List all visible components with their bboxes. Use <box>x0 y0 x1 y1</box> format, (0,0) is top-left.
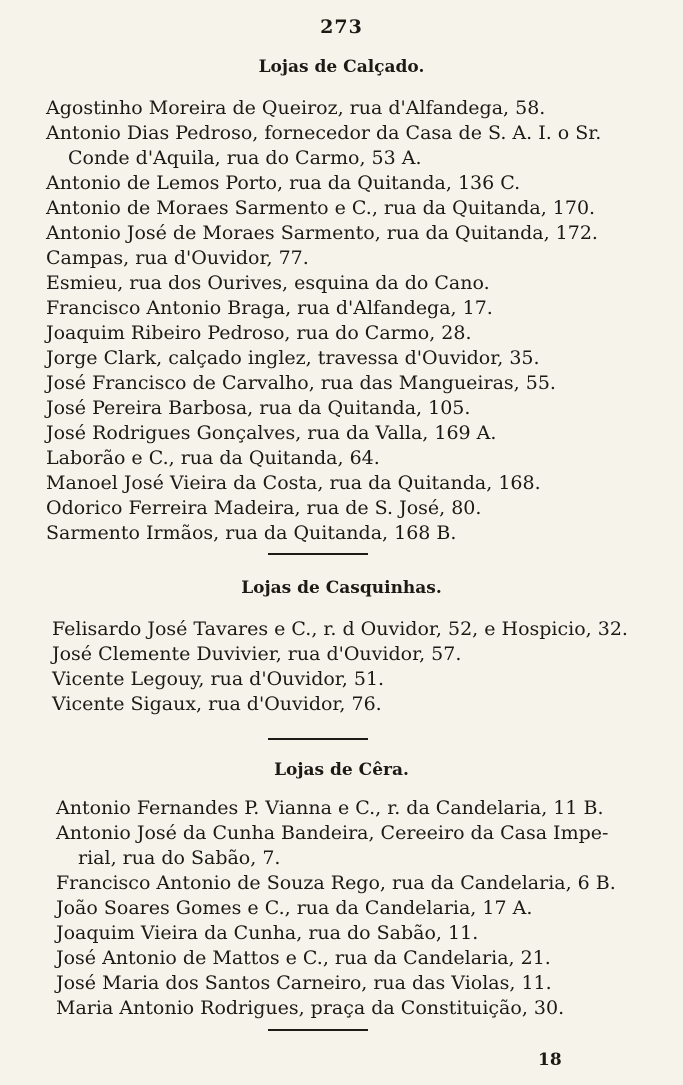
entry-continuation-line: Conde d'Aquila, rua do Carmo, 53 A. <box>68 147 422 169</box>
directory-entry <box>56 871 683 896</box>
entry-line: Joaquim Ribeiro Pedroso, rua do Carmo, 28. <box>46 322 472 344</box>
entry-line: Francisco Antonio de Souza Rego, rua da Candelaria, 6 B. <box>56 872 616 894</box>
entry-line: Francisco Antonio Braga, rua d'Alfandega, 17. <box>46 297 493 319</box>
directory-entry <box>46 346 683 371</box>
directory-list-cera <box>0 796 683 1021</box>
entry-line: José Francisco de Carvalho, rua das Mangueiras, 55. <box>46 372 556 394</box>
directory-entry <box>46 271 683 296</box>
page-number: 273 <box>320 16 363 38</box>
entry-line: João Soares Gomes e C., rua da Candelaria, 17 A. <box>56 897 533 919</box>
directory-list-casquinhas <box>0 617 683 717</box>
directory-entry <box>46 221 683 246</box>
directory-entry <box>56 821 683 871</box>
directory-entry <box>46 421 683 446</box>
entry-line: Campas, rua d'Ouvidor, 77. <box>46 247 309 269</box>
directory-list-calcado <box>0 96 683 546</box>
printer-signature-mark: 18 <box>538 1050 562 1070</box>
directory-entry <box>46 321 683 346</box>
entry-line: Odorico Ferreira Madeira, rua de S. José, 80. <box>46 497 482 519</box>
directory-entry <box>52 667 683 692</box>
entry-line: José Clemente Duvivier, rua d'Ouvidor, 57. <box>52 643 462 665</box>
entry-line: Maria Antonio Rodrigues, praça da Constituição, 30. <box>56 997 565 1019</box>
directory-entry <box>46 246 683 271</box>
directory-entry <box>52 692 683 717</box>
directory-entry <box>46 296 683 321</box>
entry-line: José Rodrigues Gonçalves, rua da Valla, 169 A. <box>46 422 497 444</box>
directory-entry <box>46 521 683 546</box>
entry-line: Antonio de Lemos Porto, rua da Quitanda, 136 C. <box>46 172 521 194</box>
section-title-calcado: Lojas de Calçado. <box>258 57 425 77</box>
directory-entry <box>46 171 683 196</box>
section-title-cera: Lojas de Cêra. <box>274 760 409 780</box>
directory-entry <box>56 946 683 971</box>
directory-entry <box>46 496 683 521</box>
directory-entry <box>46 471 683 496</box>
entry-line: Agostinho Moreira de Queiroz, rua d'Alfandega, 58. <box>46 97 546 119</box>
directory-entry <box>46 396 683 421</box>
entry-line: Esmieu, rua dos Ourives, esquina da do Cano. <box>46 272 490 294</box>
entry-line: Antonio José de Moraes Sarmento, rua da Quitanda, 172. <box>46 222 598 244</box>
entry-line: Felisardo José Tavares e C., r. d Ouvidor, 52, e Hospicio, 32. <box>52 618 628 640</box>
entry-line: Sarmento Irmãos, rua da Quitanda, 168 B. <box>46 522 457 544</box>
directory-entry <box>56 896 683 921</box>
directory-entry <box>46 371 683 396</box>
section-divider <box>268 738 368 740</box>
directory-entry <box>52 642 683 667</box>
entry-line: Antonio José da Cunha Bandeira, Cereeiro da Casa Impe- <box>56 822 609 844</box>
directory-entry <box>56 996 683 1021</box>
directory-entry <box>56 921 683 946</box>
entry-line: José Antonio de Mattos e C., rua da Candelaria, 21. <box>56 947 551 969</box>
directory-entry <box>46 96 683 121</box>
directory-entry <box>46 196 683 221</box>
section-title-casquinhas: Lojas de Casquinhas. <box>241 578 442 598</box>
entry-line: Antonio de Moraes Sarmento e C., rua da Quitanda, 170. <box>46 197 596 219</box>
directory-entry <box>52 617 683 642</box>
directory-entry <box>46 446 683 471</box>
entry-line: Antonio Dias Pedroso, fornecedor da Casa de S. A. I. o Sr. <box>46 122 602 144</box>
entry-line: Manoel José Vieira da Costa, rua da Quitanda, 168. <box>46 472 541 494</box>
entry-line: Antonio Fernandes P. Vianna e C., r. da Candelaria, 11 B. <box>56 797 604 819</box>
entry-line: Laborão e C., rua da Quitanda, 64. <box>46 447 380 469</box>
entry-line: José Maria dos Santos Carneiro, rua das Violas, 11. <box>56 972 552 994</box>
directory-entry <box>46 121 683 171</box>
section-divider <box>268 1029 368 1031</box>
entry-line: Vicente Sigaux, rua d'Ouvidor, 76. <box>52 693 382 715</box>
directory-entry <box>56 796 683 821</box>
entry-continuation-line: rial, rua do Sabão, 7. <box>78 847 281 869</box>
entry-line: José Pereira Barbosa, rua da Quitanda, 105. <box>46 397 471 419</box>
entry-line: Joaquim Vieira da Cunha, rua do Sabão, 11. <box>56 922 479 944</box>
entry-line: Jorge Clark, calçado inglez, travessa d'Ouvidor, 35. <box>46 347 540 369</box>
directory-entry <box>56 971 683 996</box>
entry-line: Vicente Legouy, rua d'Ouvidor, 51. <box>52 668 385 690</box>
section-divider <box>268 553 368 555</box>
